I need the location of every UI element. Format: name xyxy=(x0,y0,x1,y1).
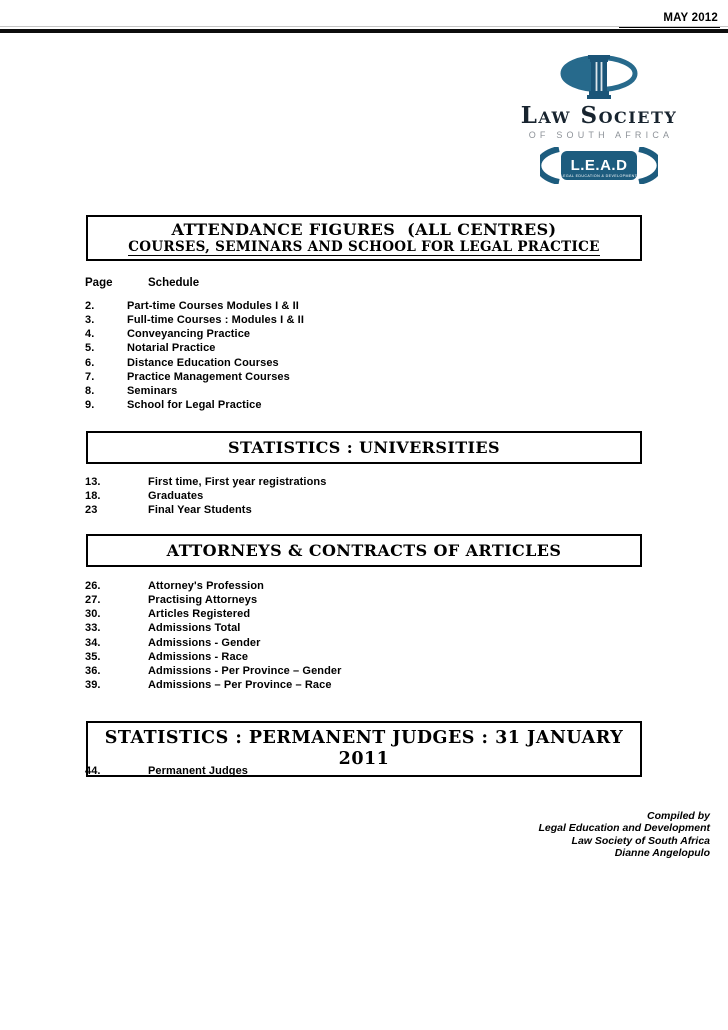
page-number: 4. xyxy=(85,328,95,341)
page-number: 44. xyxy=(85,765,101,777)
toc-column-headers xyxy=(85,277,199,289)
page-number: 2. xyxy=(85,300,95,312)
org-name: Law Society xyxy=(520,102,678,129)
column-header-page: Page xyxy=(85,277,113,289)
section-title: ATTENDANCE FIGURES (ALL CENTRES) xyxy=(171,220,557,239)
schedule-label: Articles Registered xyxy=(148,608,251,621)
schedule-label: Admissions - Per Province – Gender xyxy=(148,664,342,677)
schedule-label: Conveyancing Practice xyxy=(127,328,251,341)
toc-row xyxy=(85,593,342,607)
page-number: 27. xyxy=(85,594,101,607)
schedule-label: Final Year Students xyxy=(148,504,252,517)
schedule-label: Seminars xyxy=(127,384,178,397)
toc-row xyxy=(85,384,304,398)
toc-row xyxy=(85,398,304,412)
page-number: 35. xyxy=(85,650,101,663)
toc-row xyxy=(85,664,342,678)
toc-row xyxy=(85,313,304,327)
page-number: 6. xyxy=(85,356,95,369)
page-number: 34. xyxy=(85,636,101,649)
section-header-attorneys-contracts xyxy=(86,534,642,567)
schedule-label: Full-time Courses : Modules I & II xyxy=(127,314,304,327)
schedule-label: Admissions - Gender xyxy=(148,636,261,649)
compiled-by-line: Legal Education and Development xyxy=(538,822,710,835)
toc-row xyxy=(85,621,342,635)
compiled-by-line: Compiled by xyxy=(646,810,710,822)
toc-row xyxy=(85,327,304,341)
page-number: 36. xyxy=(85,664,101,677)
toc-row xyxy=(85,607,342,621)
schedule-label: Practice Management Courses xyxy=(127,370,290,383)
toc-row xyxy=(85,579,342,593)
toc-row xyxy=(85,299,304,313)
lead-acronym: L.E.A.D xyxy=(570,157,628,174)
page-number: 5. xyxy=(85,342,95,355)
page-number: 7. xyxy=(85,370,95,383)
schedule-label: Admissions Total xyxy=(148,622,241,635)
header-rule-light xyxy=(0,26,728,27)
page-number: 39. xyxy=(85,679,101,692)
schedule-label: Admissions - Race xyxy=(148,650,249,663)
law-society-logo xyxy=(500,55,698,184)
toc-row xyxy=(85,370,304,384)
toc-row xyxy=(85,503,326,517)
page-number: 33. xyxy=(85,622,101,635)
page-number: 30. xyxy=(85,608,101,621)
toc-row xyxy=(85,489,326,503)
schedule-label: Attorney's Profession xyxy=(148,580,264,592)
page-number: 18. xyxy=(85,490,101,503)
schedule-label: Distance Education Courses xyxy=(127,356,279,369)
section-title: STATISTICS : PERMANENT JUDGES : 31 JANUARY 2011 xyxy=(104,728,624,769)
page-number: 23 xyxy=(85,504,98,517)
section-subtitle xyxy=(88,239,640,256)
compiled-by-block xyxy=(538,810,710,860)
header-date: MAY 2012 xyxy=(619,11,720,28)
schedule-label: Notarial Practice xyxy=(127,342,216,355)
toc-row xyxy=(85,475,326,489)
lead-tagline: LEGAL EDUCATION & DEVELOPMENT xyxy=(560,174,638,178)
page-number: 3. xyxy=(85,314,95,327)
compiled-by-line: Law Society of South Africa xyxy=(571,834,710,847)
toc-row xyxy=(85,636,342,650)
section-header-attendance-figures xyxy=(86,215,642,261)
toc-list-attendance xyxy=(85,299,304,412)
column-header-schedule: Schedule xyxy=(148,277,200,289)
schedule-label: Part-time Courses Modules I & II xyxy=(127,300,299,312)
schedule-label: Graduates xyxy=(148,490,204,503)
schedule-label: Practising Attorneys xyxy=(148,594,258,607)
schedule-label: Permanent Judges xyxy=(148,765,249,777)
toc-list-judges xyxy=(85,764,248,778)
section-title: STATISTICS : UNIVERSITIES xyxy=(228,438,500,457)
toc-list-attorneys xyxy=(85,579,342,692)
section-subtitle-text: COURSES, SEMINARS AND SCHOOL FOR LEGAL PRACTICE xyxy=(128,239,600,255)
toc-row xyxy=(85,764,248,778)
law-society-emblem-icon xyxy=(559,55,639,101)
section-title: ATTORNEYS & CONTRACTS OF ARTICLES xyxy=(166,541,562,560)
toc-row xyxy=(85,356,304,370)
schedule-label: School for Legal Practice xyxy=(127,399,262,412)
toc-row xyxy=(85,341,304,355)
page-number: 9. xyxy=(85,399,95,412)
compiled-by-line: Dianne Angelopulo xyxy=(614,847,710,860)
page-number: 26. xyxy=(85,580,101,592)
lead-logo-icon xyxy=(540,147,658,184)
toc-row xyxy=(85,650,342,664)
toc-list-universities xyxy=(85,475,326,517)
schedule-label: First time, First year registrations xyxy=(148,476,327,488)
toc-row xyxy=(85,678,342,692)
page-number: 13. xyxy=(85,476,101,488)
page-number: 8. xyxy=(85,384,95,397)
header-rule xyxy=(0,29,728,33)
org-tagline: OF SOUTH AFRICA xyxy=(528,130,674,140)
schedule-label: Admissions – Per Province – Race xyxy=(148,679,332,692)
section-header-statistics-universities xyxy=(86,431,642,464)
